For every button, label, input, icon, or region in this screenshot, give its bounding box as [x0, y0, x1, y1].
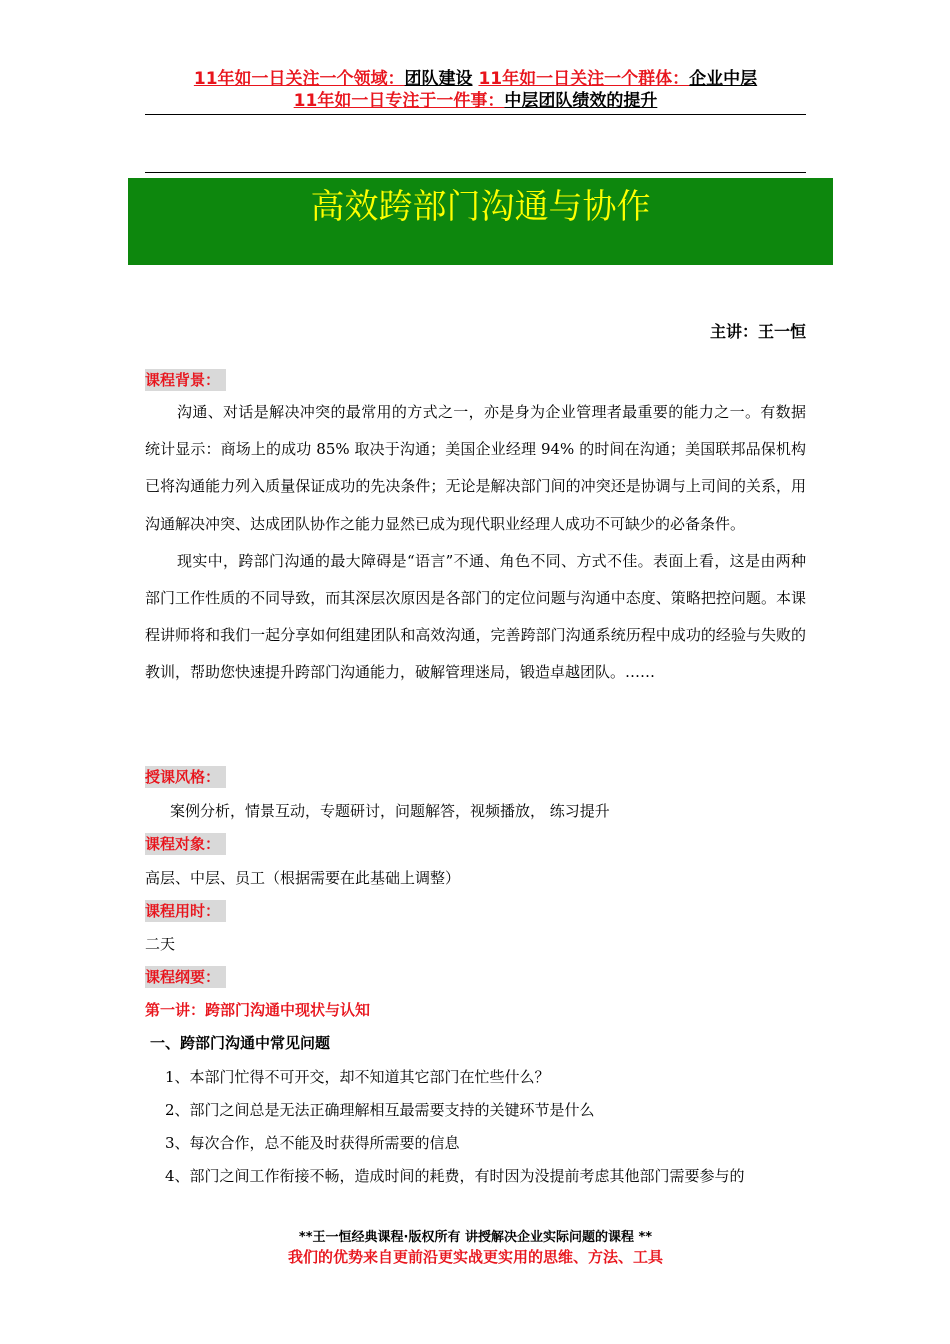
audience-text: 高层、中层、员工（根据需要在此基础上调整）: [145, 869, 461, 887]
lecturer: 主讲：王一恒: [709, 322, 806, 341]
list-item: 3、每次合作，总不能及时获得所需要的信息: [165, 1134, 460, 1152]
list-item: 2、部门之间总是无法正确理解相互最需要支持的关键环节是什么: [165, 1101, 595, 1119]
background-paragraph-1: 沟通、对话是解决冲突的最常用的方式之一，亦是身为企业管理者最重要的能力之一。有数据统计显示：商场上的成功 85% 取决于沟通；美国企业经理 94% 的时间在沟通；美国联邦品保机构已将沟通能力列入质量保证成功的先决条件；无论是解决部门间的冲突还是协调与上司间的关系，用沟通解决冲突、达成团队协作之能力显然已成为现代职业经理人成功不可缺少的必备条件。: [145, 403, 806, 533]
outline-label: 课程纲要：: [145, 966, 226, 988]
header-focus-thing-value: 中层团队绩效的提升: [504, 91, 658, 111]
header-focus-group-label: 11年如一日关注一个群体：: [478, 69, 690, 89]
audience-label: 课程对象：: [145, 833, 226, 855]
footer-copyright: **王一恒经典课程·版权所有 讲授解决企业实际问题的课程 **: [298, 1230, 653, 1245]
duration-text: 二天: [145, 935, 176, 953]
page-title: 高效跨部门沟通与协作: [310, 187, 651, 227]
header-focus-domain-value: 团队建设: [404, 69, 473, 89]
background-text: [145, 394, 806, 692]
header-focus-domain-label: 11年如一日关注一个领域：: [193, 69, 405, 89]
header-divider: [145, 114, 806, 115]
lecture-1-title: 第一讲：跨部门沟通中现状与认知: [145, 1001, 371, 1019]
style-text: 案例分析，情景互动，专题研讨，问题解答，视频播放， 练习提升: [170, 802, 610, 820]
background-paragraph-2: 现实中，跨部门沟通的最大障碍是“语言”不通、角色不同、方式不佳。表面上看，这是由两种部门工作性质的不同导致，而其深层次原因是各部门的定位问题与沟通中态度、策略把控问题。本课程讲师将和我们一起分享如何组建团队和高效沟通，完善跨部门沟通系统历程中成功的经验与失败的教训，帮助您快速提升跨部门沟通能力，破解管理迷局，锻造卓越团队。……: [145, 551, 806, 682]
header-focus-group-value: 企业中层: [689, 69, 758, 89]
title-banner: [128, 178, 833, 265]
list-item: 4、部门之间工作衔接不畅，造成时间的耗费，有时因为没提前考虑其他部门需要参与的: [165, 1167, 745, 1185]
list-item: 1、本部门忙得不可开交，却不知道其它部门在忙些什么？: [165, 1068, 550, 1086]
title-divider: [145, 172, 806, 173]
duration-label: 课程用时：: [145, 900, 226, 922]
footer-slogan: 我们的优势来自更前沿更实战更实用的思维、方法、工具: [287, 1248, 663, 1266]
header-line-1: [145, 68, 806, 90]
section-1-title: 一、跨部门沟通中常见问题: [150, 1034, 331, 1052]
header-line-2: [145, 90, 806, 112]
background-label: 课程背景：: [145, 369, 226, 391]
style-label: 授课风格：: [145, 766, 226, 788]
header-focus-thing-label: 11年如一日专注于一件事：: [293, 91, 505, 111]
